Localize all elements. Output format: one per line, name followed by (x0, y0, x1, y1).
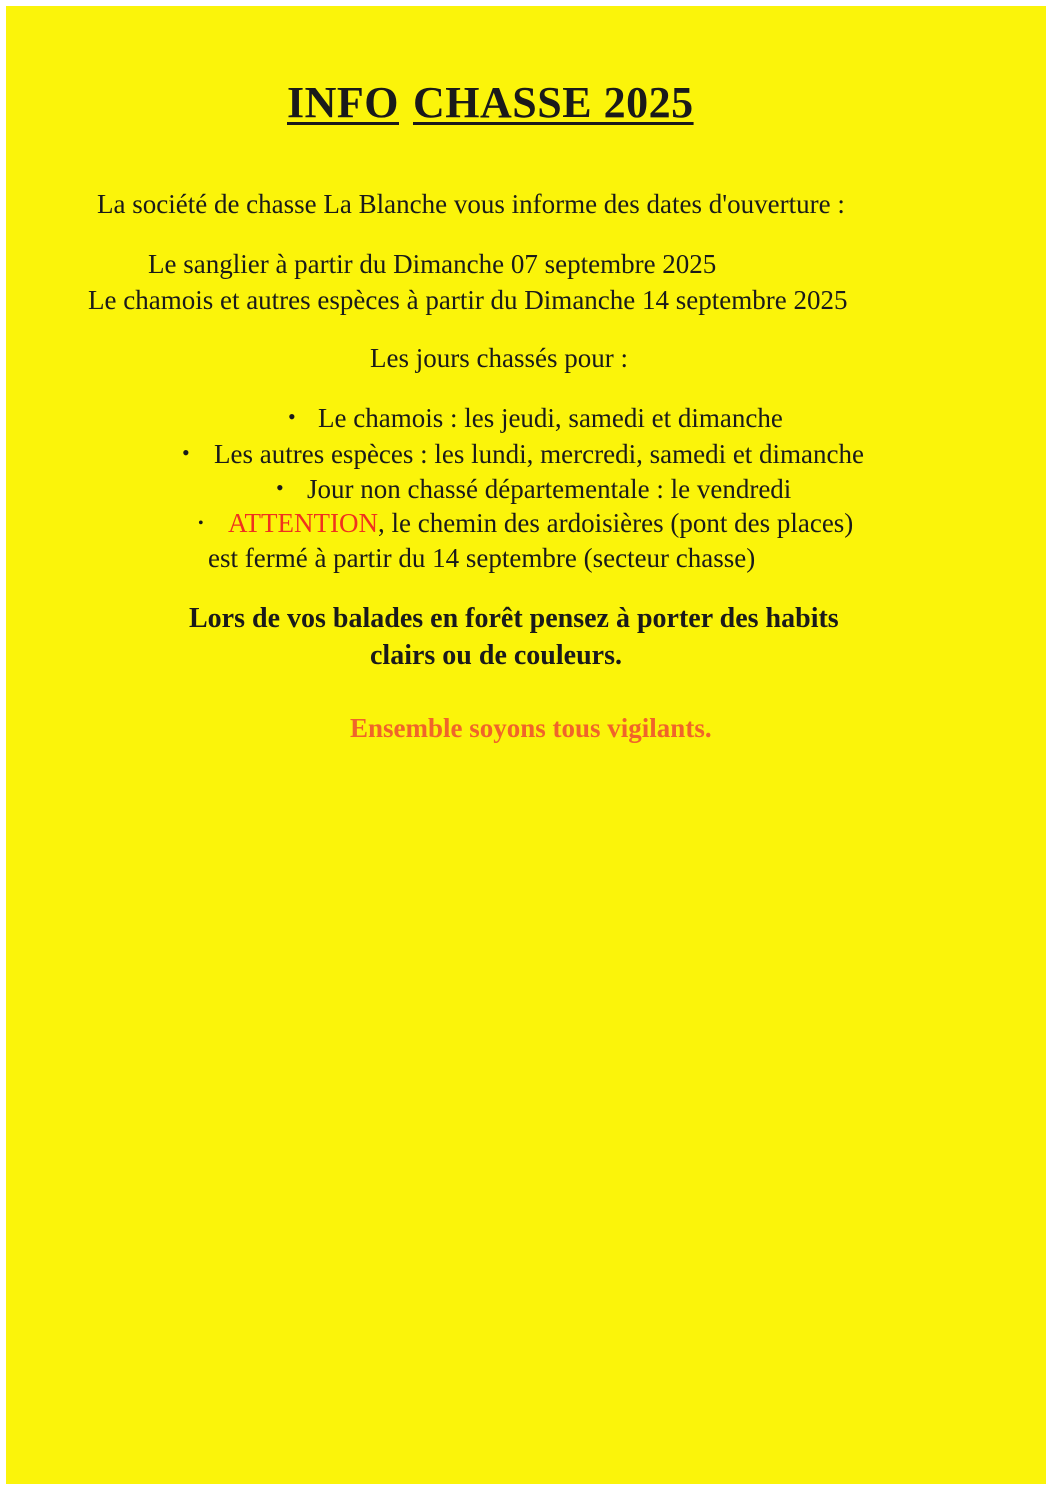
opening-boar: Le sanglier à partir du Dimanche 07 septembre 2025 (148, 249, 717, 279)
bullet-icon: • (198, 515, 204, 532)
advice-line-2: clairs ou de couleurs. (370, 640, 622, 671)
page-title (287, 78, 694, 128)
days-heading: Les jours chassés pour : (370, 343, 628, 373)
opening-chamois: Le chamois et autres espèces à partir du Dimanche 14 septembre 2025 (88, 285, 848, 315)
bullet-item-non-hunting-day: Jour non chassé départementale : le vendredi (307, 474, 792, 504)
advice-line-1: Lors de vos balades en forêt pensez à porter des habits (189, 603, 839, 634)
bullet-icon: • (288, 404, 296, 429)
closing-message: Ensemble soyons tous vigilants. (350, 713, 712, 743)
attention-line-2: est fermé à partir du 14 septembre (secteur chasse) (208, 543, 756, 573)
attention-rest: , le chemin des ardoisières (pont des places) (377, 508, 854, 538)
bullet-item-chamois: Le chamois : les jeudi, samedi et dimanche (318, 403, 783, 433)
attention-word: ATTENTION (228, 508, 378, 538)
bullet-icon: • (276, 475, 284, 500)
poster-sheet (6, 6, 1046, 1484)
bullet-item-other-species: Les autres espèces : les lundi, mercredi, samedi et dimanche (214, 439, 865, 469)
attention-line-1 (228, 507, 853, 539)
bullet-icon: • (182, 440, 190, 465)
title-part-2: CHASSE 2025 (413, 78, 694, 127)
title-part-1: INFO (287, 78, 399, 127)
intro-text: La société de chasse La Blanche vous informe des dates d'ouverture : (97, 189, 845, 219)
